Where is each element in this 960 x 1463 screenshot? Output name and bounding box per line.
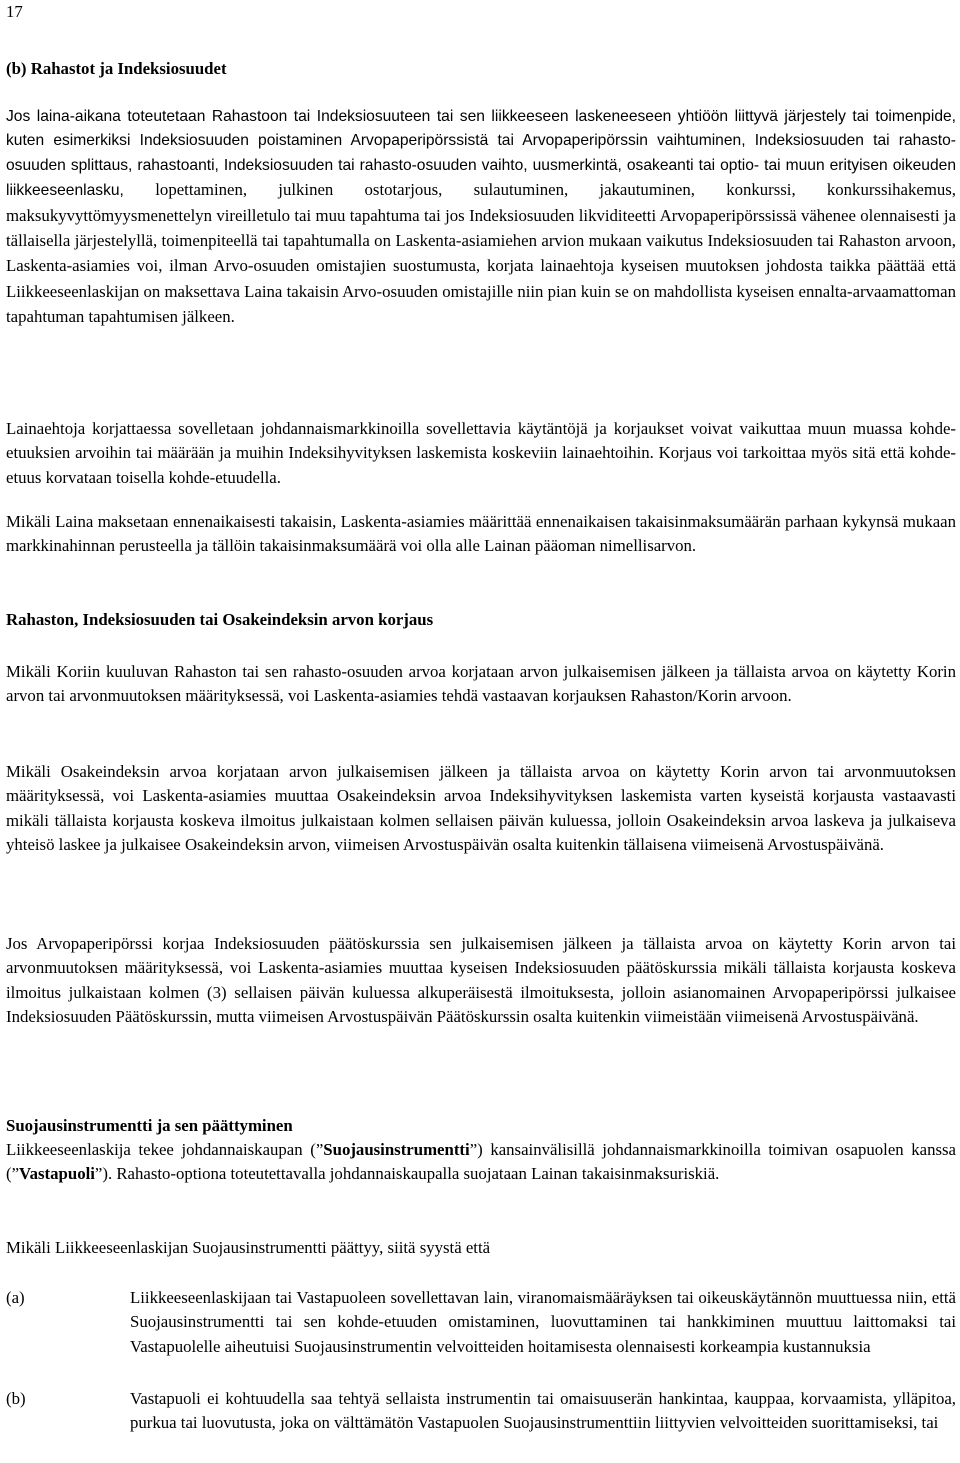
hedging-text-2: ”) kansainvälisillä johdannaismarkkinoilla toimivan osapuolen kanssa (”	[6, 1140, 957, 1184]
paragraph-adjustments: Lainaehtoja korjattaessa sovelletaan johdannaismarkkinoilla sovellettavia käytäntöjä ja korjaukset voivat vaikuttaa muun muassa kohde-etuuksien arvoihin tai määrään ja muihin Indeksihyvityksen laskemista koskeviin lainaehtoihin. Korjaus voi tarkoittaa myös sitä että kohde-etuus korvataan toisella kohde-etuudella.	[6, 419, 956, 487]
paragraph-fund-correction: Mikäli Koriin kuuluvan Rahaston tai sen rahasto-osuuden arvoa korjataan arvon julkaisemisen jälkeen ja tällaista arvoa on käytetty Korin arvon tai arvonmuutoksen määrityksessä, voi Laskenta-asiamies tehdä vastaavan korjauksen Rahaston/Korin arvoon.	[6, 662, 956, 706]
term-vastapuoli: Vastapuoli	[19, 1164, 95, 1184]
list-item	[6, 1286, 956, 1382]
hedging-text-1: Liikkeeseenlaskija tekee johdannaiskaupan (”	[6, 1140, 324, 1159]
page-number: 17	[6, 2, 23, 21]
term-suojausinstrumentti: Suojausinstrumentti	[323, 1140, 470, 1159]
paragraph-hedging	[6, 1138, 956, 1187]
list-item-text: Vastapuoli ei kohtuudella saa tehtyä sellaista instrumentin tai omaisuuserän hankintaa, kauppaa, korvaamista, ylläpitoa, purkua tai luovutusta, joka on välttämätön Vastapuolen Suojausinstrumenttiin liittyvien velvoitteiden suorittamiseksi, tai	[130, 1389, 956, 1433]
list-item	[6, 1387, 956, 1461]
paragraph-restructuring-continuation: lopettaminen, julkinen ostotarjous, sulautuminen, jakautuminen, konkurssi, konkurssihakemus, maksukyvyttömyysmenettelyn vireilletulo tai muu tapahtuma tai jos Indeksiosuuden likviditeetti Arvopaperipörssissä vähenee olennaisesti ja tällaisella järjestelyllä, toimenpiteellä tai tapahtumalla on Laskenta-asiamiehen arvion mukaan vaikutus Indeksiosuuden tai Rahaston arvoon, Laskenta-asiamies voi, ilman Arvo-osuuden omistajien suostumusta, korjata lainaehtoja kyseisen muutoksen johdosta taikka päättää että Liikkeeseenlaskijan on maksettava Laina takaisin Arvo-osuuden omistajille niin pian kuin se on mahdollista kyseisen ennalta-arvaamattoman tapahtuman tapahtumisen jälkeen.	[6, 180, 956, 327]
list-item-text: Liikkeeseenlaskijaan tai Vastapuoleen sovellettavan lain, viranomaismääräyksen tai oikeuskäytännön muuttuessa niin, että Suojausinstrumentti tai sen kohde-etuuden omistaminen, luovuttaminen tai hankkiminen muuttuu laittomaksi tai Vastapuolelle aiheutuisi Suojausinstrumentin velvoitteiden hoitamisesta olennaisesti korkeampia kustannuksia	[130, 1288, 956, 1356]
paragraph-restructuring-text: Jos laina-aikana toteutetaan Rahastoon tai Indeksiosuuteen tai sen liikkeeseen laskeneeseen yhtiöön liittyvä järjestely tai toimenpide, kuten esimerkiksi Indeksiosuuden poistaminen Arvopaperipörssistä tai Arvopaperipörssin vaihtuminen, Indeksiosuuden tai rahasto-osuuden splittaus, rahastoanti, Indeksiosuuden tai rahasto-osuuden vaihto, uusmerkintä, osakeanti tai optio- tai muun erityisen oikeuden liikkeeseenlasku,	[6, 108, 956, 200]
list-marker: (b)	[6, 1389, 26, 1408]
heading-value-correction: Rahaston, Indeksiosuuden tai Osakeindeksin arvon korjaus	[6, 610, 434, 629]
paragraph-index-correction: Mikäli Osakeindeksin arvoa korjataan arvon julkaisemisen jälkeen ja tällaista arvoa on käytetty Korin arvon tai arvonmuutoksen määrityksessä, voi Laskenta-asiamies muuttaa Osakeindeksin arvoa Indeksihyvityksen laskemista varten kyseistä korjausta vastaavasti mikäli tällaista korjausta koskeva ilmoitus julkaistaan kolmen sellaisen päivän kuluessa, jolloin Osakeindeksin arvoa laskeva ja julkaiseva yhteisö laskee ja julkaisee Osakeindeksin arvon, viimeisen Arvostuspäivän osalta kuitenkin tällaisena viimeisenä Arvostuspäivänä.	[6, 762, 956, 855]
paragraph-exchange-correction: Jos Arvopaperipörssi korjaa Indeksiosuuden päätöskurssia sen julkaisemisen jälkeen ja tällaista arvoa on käytetty Korin arvon tai arvonmuutoksen määrityksessä, voi Laskenta-asiamies muuttaa kyseisen Indeksiosuuden päätöskurssia mikäli tällaista korjausta koskeva ilmoitus julkaistaan kolmen (3) sellaisen päivän kuluessa alkuperäisestä ilmoituksesta, jolloin asianomainen Arvopaperipörssi julkaisee Indeksiosuuden Päätöskurssin, mutta viimeisen Arvostuspäivän Päätöskurssin osalta kuitenkin viimeistään viimeisenä Arvostuspäivänä.	[6, 934, 956, 1027]
paragraph-early-repayment: Mikäli Laina maksetaan ennenaikaisesti takaisin, Laskenta-asiamies määrittää ennenaikaisen takaisinmaksumäärän parhaan kykynsä mukaan markkinahinnan perusteella ja tällöin takaisinmaksumäärä voi olla alle Lainan pääoman nimellisarvon.	[6, 512, 956, 556]
heading-hedging-instrument: Suojausinstrumentti ja sen päättyminen	[6, 1116, 293, 1135]
paragraph-termination-intro: Mikäli Liikkeeseenlaskijan Suojausinstrumentti päättyy, siitä syystä että	[6, 1238, 491, 1257]
paragraph-restructuring	[6, 105, 956, 331]
section-heading: (b) Rahastot ja Indeksiosuudet	[6, 59, 227, 78]
hedging-text-3: ”). Rahasto-optiona toteutettavalla johdannaiskaupalla suojataan Lainan takaisinmaksuriskiä.	[94, 1164, 720, 1184]
list-marker: (a)	[6, 1288, 25, 1307]
